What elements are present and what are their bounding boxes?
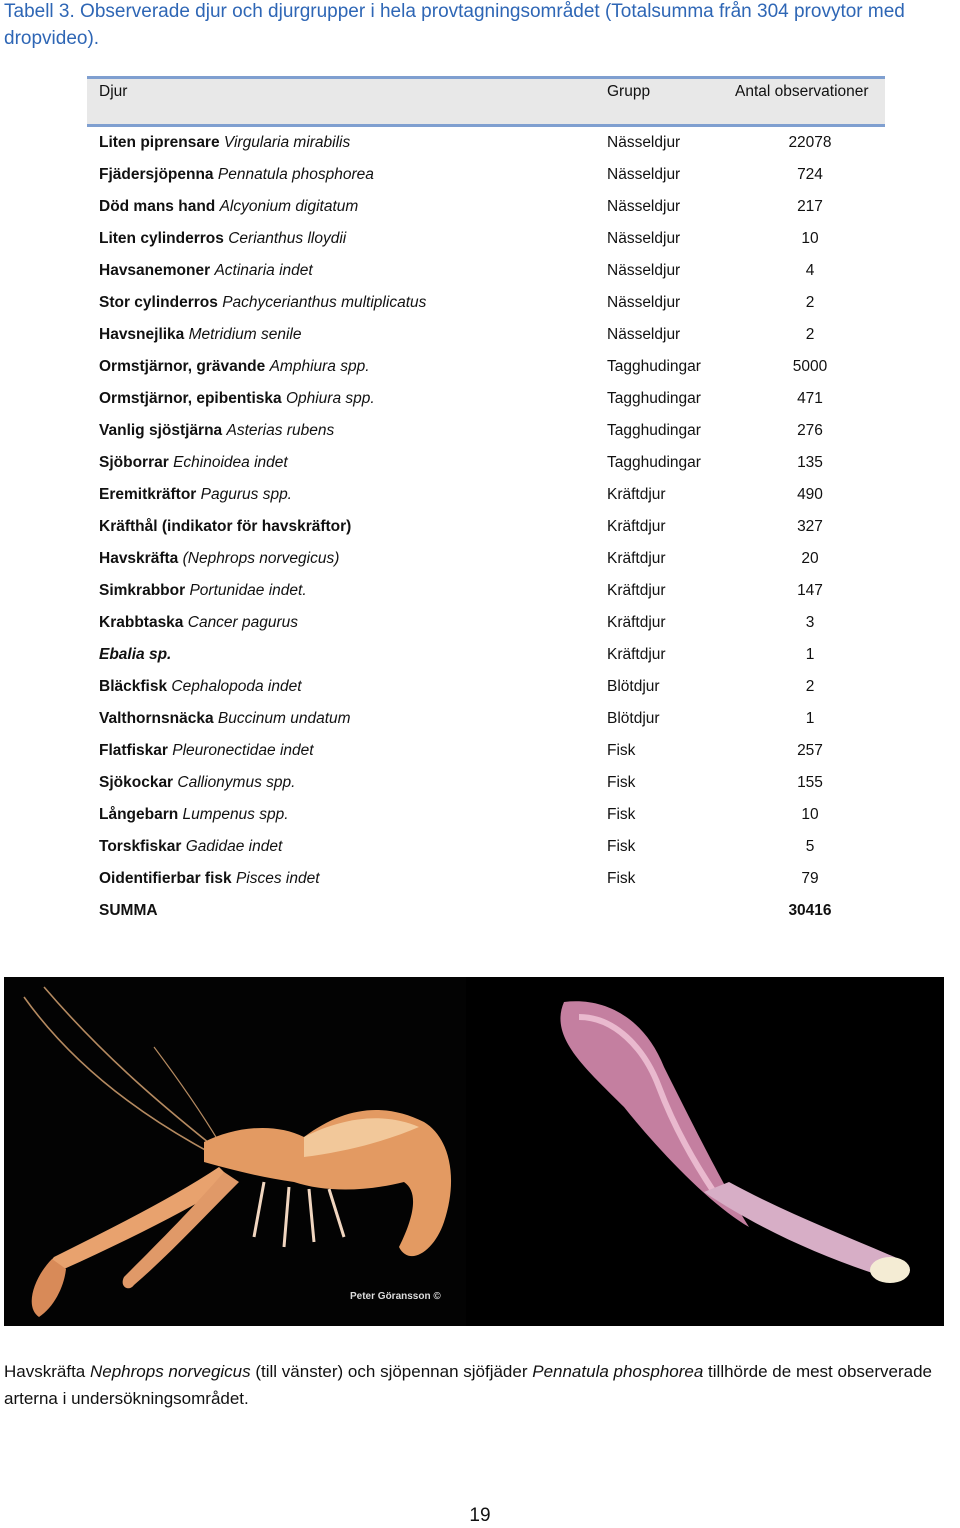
cell-count: 79 bbox=[801, 870, 819, 887]
cell-count: 20 bbox=[801, 550, 819, 567]
photo-caption-latin-1: Nephrops norvegicus bbox=[89, 1362, 251, 1381]
animal-latin-name: Ebalia sp. bbox=[99, 646, 172, 663]
cell-count: 5 bbox=[805, 838, 815, 855]
cell-group: Kräftdjur bbox=[607, 614, 666, 631]
table-row bbox=[87, 319, 885, 351]
photo-panel bbox=[4, 977, 944, 1326]
cell-count: 1 bbox=[805, 646, 815, 663]
animal-latin-name: Pagurus spp. bbox=[200, 486, 292, 503]
animal-common-name: Vanlig sjöstjärna bbox=[99, 422, 223, 439]
header-group: Grupp bbox=[595, 78, 723, 126]
photo-caption-part-1: Havskräfta bbox=[4, 1362, 90, 1381]
animal-common-name: Krabbtaska bbox=[99, 614, 184, 631]
animal-latin-name: Cancer pagurus bbox=[187, 614, 299, 631]
cell-animal bbox=[87, 287, 595, 319]
animal-latin-name: Ophiura spp. bbox=[285, 390, 375, 407]
cell-count: 2 bbox=[805, 678, 815, 695]
cell-count: 217 bbox=[797, 198, 823, 215]
cell-group: Tagghudingar bbox=[607, 390, 701, 407]
animal-common-name: Fjädersjöpenna bbox=[99, 166, 214, 183]
animal-latin-name: Virgularia mirabilis bbox=[223, 134, 351, 151]
cell-count: 22078 bbox=[788, 134, 832, 151]
animal-common-name: Ormstjärnor, epibentiska bbox=[99, 390, 282, 407]
cell-count: 2 bbox=[805, 326, 815, 343]
animal-common-name: Torskfiskar bbox=[99, 838, 182, 855]
header-count: Antal observationer bbox=[723, 78, 885, 126]
cell-animal bbox=[87, 639, 595, 671]
cell-animal bbox=[87, 447, 595, 479]
animal-common-name: Havsanemoner bbox=[99, 262, 211, 279]
animal-latin-name: Pachycerianthus multiplicatus bbox=[222, 294, 427, 311]
animal-latin-name: Cerianthus lloydii bbox=[228, 230, 347, 247]
cell-count: 4 bbox=[805, 262, 815, 279]
photo-caption-part-3: tillhörde de mest observerade arterna i undersökningsområdet. bbox=[4, 1362, 933, 1408]
cell-animal bbox=[87, 159, 595, 191]
table-row bbox=[87, 351, 885, 383]
animal-latin-name: Asterias rubens bbox=[226, 422, 335, 439]
animal-common-name: Simkrabbor bbox=[99, 582, 186, 599]
cell-count: 10 bbox=[801, 806, 819, 823]
animal-latin-name: Lumpenus spp. bbox=[182, 806, 289, 823]
cell-animal bbox=[87, 799, 595, 831]
cell-animal bbox=[87, 255, 595, 287]
cell-count: 1 bbox=[805, 710, 815, 727]
table-row bbox=[87, 863, 885, 895]
cell-animal bbox=[87, 575, 595, 607]
animal-common-name: Ormstjärnor, grävande bbox=[99, 358, 266, 375]
cell-animal bbox=[87, 735, 595, 767]
animal-latin-name: Portunidae indet. bbox=[189, 582, 307, 599]
cell-animal bbox=[87, 543, 595, 575]
table-row bbox=[87, 607, 885, 639]
animal-common-name: Död mans hand bbox=[99, 198, 216, 215]
animal-latin-name: (Nephrops norvegicus) bbox=[182, 550, 340, 567]
cell-animal bbox=[87, 863, 595, 895]
cell-count: 135 bbox=[797, 454, 823, 471]
table-body bbox=[87, 126, 885, 928]
cell-group: Nässeldjur bbox=[607, 134, 681, 151]
cell-animal bbox=[87, 671, 595, 703]
animal-latin-name: Pennatula phosphorea bbox=[217, 166, 374, 183]
cell-group: Fisk bbox=[607, 838, 636, 855]
cell-animal bbox=[87, 479, 595, 511]
table-row bbox=[87, 479, 885, 511]
table-row bbox=[87, 447, 885, 479]
cell-group: Nässeldjur bbox=[607, 166, 681, 183]
table-row bbox=[87, 287, 885, 319]
table-row bbox=[87, 799, 885, 831]
cell-count: 257 bbox=[797, 742, 823, 759]
cell-count: 5000 bbox=[792, 358, 828, 375]
cell-animal bbox=[87, 703, 595, 735]
animal-latin-name: Pleuronectidae indet bbox=[172, 742, 314, 759]
animal-common-name: Havskräfta bbox=[99, 550, 179, 567]
animal-latin-name: Amphiura spp. bbox=[269, 358, 370, 375]
animal-latin-name: Gadidae indet bbox=[185, 838, 283, 855]
cell-count: 276 bbox=[797, 422, 823, 439]
cell-group: Kräftdjur bbox=[607, 646, 666, 663]
table-row bbox=[87, 703, 885, 735]
animal-latin-name: Alcyonium digitatum bbox=[219, 198, 359, 215]
cell-animal bbox=[87, 126, 595, 160]
header-animal: Djur bbox=[87, 78, 595, 126]
animal-common-name: Liten cylinderros bbox=[99, 230, 224, 247]
animal-common-name: Bläckfisk bbox=[99, 678, 168, 695]
table-row bbox=[87, 159, 885, 191]
total-row bbox=[87, 895, 885, 927]
animal-latin-name: Buccinum undatum bbox=[217, 710, 351, 727]
table-row bbox=[87, 831, 885, 863]
nephrops-photo bbox=[4, 977, 466, 1326]
cell-count: 327 bbox=[797, 518, 823, 535]
cell-count: 471 bbox=[797, 390, 823, 407]
cell-animal bbox=[87, 351, 595, 383]
table-row bbox=[87, 415, 885, 447]
cell-animal bbox=[87, 767, 595, 799]
cell-animal bbox=[87, 383, 595, 415]
cell-count: 3 bbox=[805, 614, 815, 631]
cell-group: Nässeldjur bbox=[607, 262, 681, 279]
table-row bbox=[87, 383, 885, 415]
table-row bbox=[87, 575, 885, 607]
cell-animal bbox=[87, 223, 595, 255]
animal-latin-name: Callionymus spp. bbox=[177, 774, 296, 791]
cell-group: Tagghudingar bbox=[607, 358, 701, 375]
cell-animal bbox=[87, 319, 595, 351]
species-photos bbox=[4, 977, 944, 1326]
cell-group: Fisk bbox=[607, 774, 636, 791]
animal-common-name: Flatfiskar bbox=[99, 742, 168, 759]
table-row bbox=[87, 511, 885, 543]
cell-group: Blötdjur bbox=[607, 678, 660, 695]
cell-group: Nässeldjur bbox=[607, 230, 681, 247]
animal-common-name: Liten piprensare bbox=[99, 134, 220, 151]
table-row bbox=[87, 126, 885, 160]
observations-table bbox=[87, 76, 885, 927]
cell-group: Kräftdjur bbox=[607, 550, 666, 567]
cell-animal bbox=[87, 415, 595, 447]
animal-common-name: Stor cylinderros bbox=[99, 294, 218, 311]
cell-animal bbox=[87, 511, 595, 543]
page-number: 19 bbox=[469, 1505, 491, 1526]
animal-latin-name: Cephalopoda indet bbox=[171, 678, 302, 695]
total-count: 30416 bbox=[788, 902, 832, 919]
cell-animal bbox=[87, 607, 595, 639]
cell-count: 724 bbox=[797, 166, 823, 183]
table-row bbox=[87, 671, 885, 703]
photo-caption-latin-2: Pennatula phosphorea bbox=[532, 1362, 704, 1381]
table-row bbox=[87, 191, 885, 223]
table-header-row bbox=[87, 78, 885, 126]
animal-common-name: Havsnejlika bbox=[99, 326, 185, 343]
pennatula-photo bbox=[466, 977, 944, 1326]
cell-count: 147 bbox=[797, 582, 823, 599]
cell-count: 10 bbox=[801, 230, 819, 247]
cell-group: Kräftdjur bbox=[607, 582, 666, 599]
cell-count: 2 bbox=[805, 294, 815, 311]
photo-credit: Peter Göransson © bbox=[350, 1291, 441, 1302]
photo-caption-part-2: (till vänster) och sjöpennan sjöfjäder bbox=[250, 1362, 533, 1381]
animal-common-name: Oidentifierbar fisk bbox=[99, 870, 232, 887]
cell-group: Nässeldjur bbox=[607, 326, 681, 343]
animal-common-name: Valthornsnäcka bbox=[99, 710, 214, 727]
cell-group: Tagghudingar bbox=[607, 454, 701, 471]
cell-group: Kräftdjur bbox=[607, 518, 666, 535]
cell-animal bbox=[87, 831, 595, 863]
total-label: SUMMA bbox=[99, 902, 158, 919]
animal-common-name: Sjöborrar bbox=[99, 454, 169, 471]
photo-caption bbox=[4, 1358, 960, 1412]
table-row bbox=[87, 735, 885, 767]
table-row bbox=[87, 639, 885, 671]
animal-common-name: Kräfthål (indikator för havskräftor) bbox=[99, 518, 352, 535]
cell-group: Nässeldjur bbox=[607, 294, 681, 311]
total-group-empty bbox=[595, 895, 723, 927]
table-row bbox=[87, 255, 885, 287]
cell-animal bbox=[87, 191, 595, 223]
cell-group: Fisk bbox=[607, 806, 636, 823]
cell-group: Tagghudingar bbox=[607, 422, 701, 439]
table-row bbox=[87, 223, 885, 255]
cell-group: Fisk bbox=[607, 742, 636, 759]
animal-common-name: Långebarn bbox=[99, 806, 179, 823]
cell-count: 155 bbox=[797, 774, 823, 791]
cell-group: Kräftdjur bbox=[607, 486, 666, 503]
cell-group: Blötdjur bbox=[607, 710, 660, 727]
animal-latin-name: Metridium senile bbox=[188, 326, 302, 343]
cell-group: Nässeldjur bbox=[607, 198, 681, 215]
animal-common-name: Sjökockar bbox=[99, 774, 174, 791]
animal-latin-name: Pisces indet bbox=[235, 870, 320, 887]
table-row bbox=[87, 543, 885, 575]
animal-common-name: Eremitkräftor bbox=[99, 486, 197, 503]
animal-latin-name: Actinaria indet bbox=[214, 262, 313, 279]
table-row bbox=[87, 767, 885, 799]
animal-latin-name: Echinoidea indet bbox=[173, 454, 288, 471]
cell-group: Fisk bbox=[607, 870, 636, 887]
table-caption: Tabell 3. Observerade djur och djurgrupper i hela provtagningsområdet (Totalsumma från 304 provytor med dropvideo). bbox=[4, 1, 905, 49]
cell-count: 490 bbox=[797, 486, 823, 503]
